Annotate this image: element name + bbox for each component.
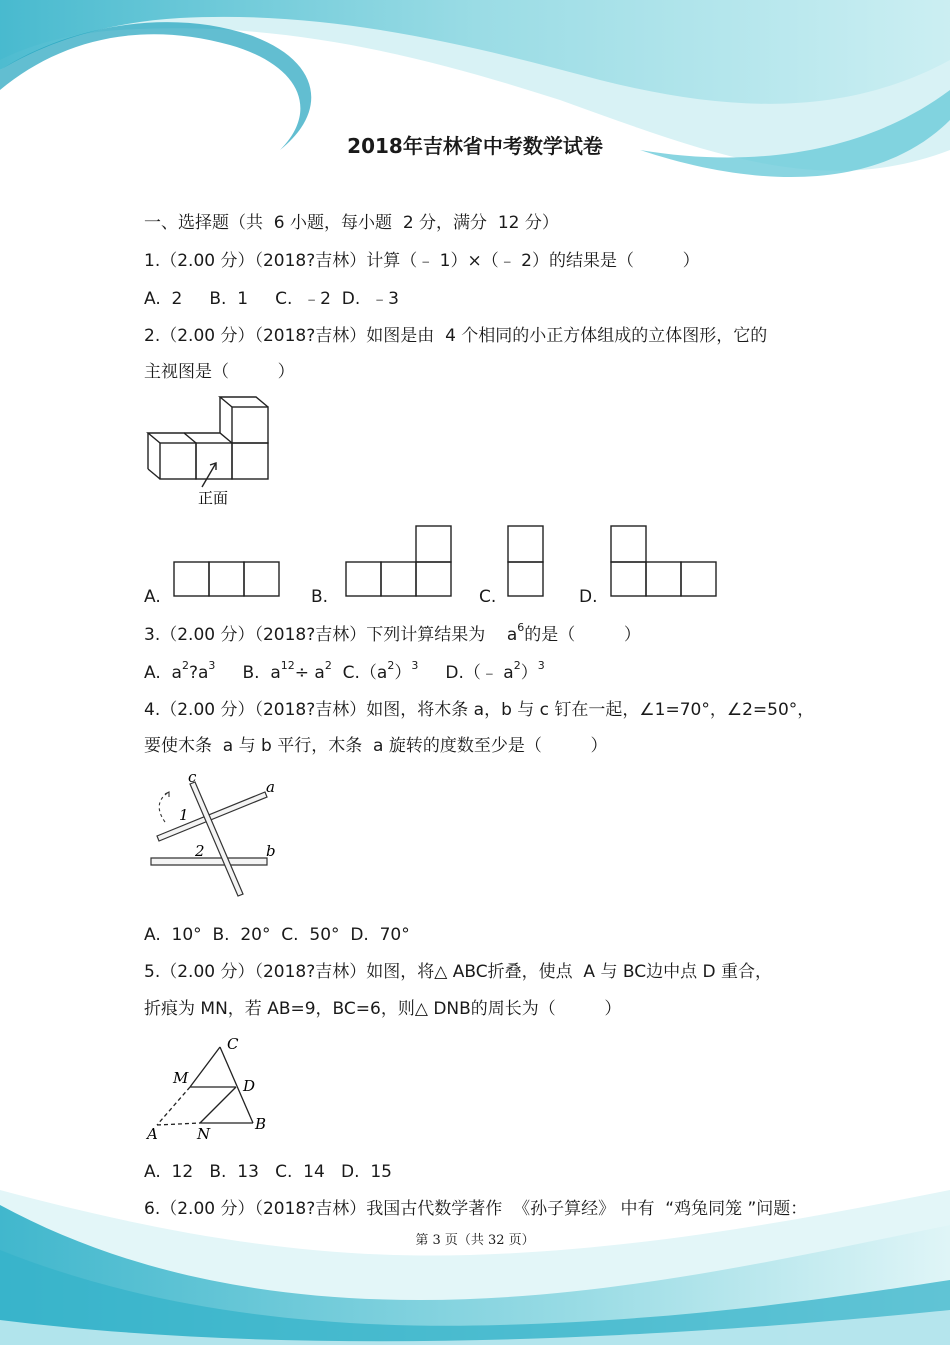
label-M: M: [173, 1069, 189, 1087]
question-3-choices: [144, 661, 545, 685]
question-3-stem: 3.（2.00 分）（2018?吉林）下列计算结果为 $a^6$的是（ ）: [144, 621, 641, 645]
question-5-choices: A. 12 B. 13 C. 14 D. 15: [144, 1162, 392, 1182]
page-footer: 第 3 页（共 32 页）: [415, 1233, 535, 1248]
q2-option-c-label: C.: [479, 587, 497, 607]
label-D: D: [243, 1077, 256, 1095]
q2-option-b-label: B.: [311, 587, 329, 607]
q2-option-c-figure: [506, 524, 546, 598]
page-title: 2018年吉林省中考数学试卷: [347, 134, 603, 158]
q3-choice-b: B. $a^{12}\div a^2$: [242, 659, 332, 683]
question-4-sticks-figure: [145, 770, 285, 900]
label-B: B: [255, 1115, 267, 1133]
question-5-stem-cont: 折痕为 MN，若 AB=9，BC=6，则△ DNB的周长为（ ）: [144, 999, 622, 1019]
label-a: a: [266, 778, 275, 796]
label-angle-2: 2: [195, 842, 205, 860]
section-heading: 一、选择题（共 6 小题，每小题 2 分，满分 12 分）: [144, 213, 559, 233]
label-N: N: [197, 1125, 211, 1143]
question-1-choices: A. 2 B. 1 C. ﹣2 D. ﹣3: [144, 289, 399, 309]
label-b: b: [266, 842, 276, 860]
question-2-stem-cont: 主视图是（ ）: [144, 362, 295, 382]
q3-choice-a: A. $a^2?a^3$: [144, 659, 216, 683]
q2-option-d-figure: [609, 524, 719, 598]
front-label: 正面: [198, 489, 229, 507]
question-4-stem-cont: 要使木条 a 与 b 平行，木条 a 旋转的度数至少是（ ）: [144, 736, 608, 756]
q3-choice-d: D.（﹣ $a^2)^3$: [445, 659, 545, 683]
q3-choice-c: $C.(a^2)^3$: [342, 659, 419, 683]
question-4-choices: A. 10° B. 20° C. 50° D. 70°: [144, 925, 410, 945]
question-5-stem: 5.（2.00 分）（2018?吉林）如图，将△ ABC折叠，使点 A 与 BC边中点 D 重合，: [144, 962, 772, 982]
question-1-stem: 1.（2.00 分）（2018?吉林）计算（﹣ 1）×（﹣ 2）的结果是（ ）: [144, 251, 700, 271]
question-2-cube-figure: [140, 395, 275, 510]
question-6-stem: 6.（2.00 分）（2018?吉林）我国古代数学著作 《孙子算经》 中有 “鸡兔同笼 ”问题：: [144, 1199, 808, 1219]
q2-option-a-figure: [172, 560, 282, 598]
question-4-stem: 4.（2.00 分）（2018?吉林）如图，将木条 a，b 与 c 钉在一起，∠1=70°，∠2=50°，: [144, 700, 815, 720]
label-angle-1: 1: [179, 806, 189, 824]
label-A: A: [147, 1125, 158, 1143]
question-5-triangle-figure: [145, 1035, 275, 1145]
label-c: c: [188, 768, 197, 786]
q2-option-b-figure: [344, 524, 454, 598]
q2-option-a-label: A.: [144, 587, 161, 607]
question-2-stem: 2.（2.00 分）（2018?吉林）如图是由 4 个相同的小正方体组成的立体图形，它的: [144, 326, 768, 346]
q2-option-d-label: D.: [579, 587, 598, 607]
label-C: C: [227, 1035, 239, 1053]
